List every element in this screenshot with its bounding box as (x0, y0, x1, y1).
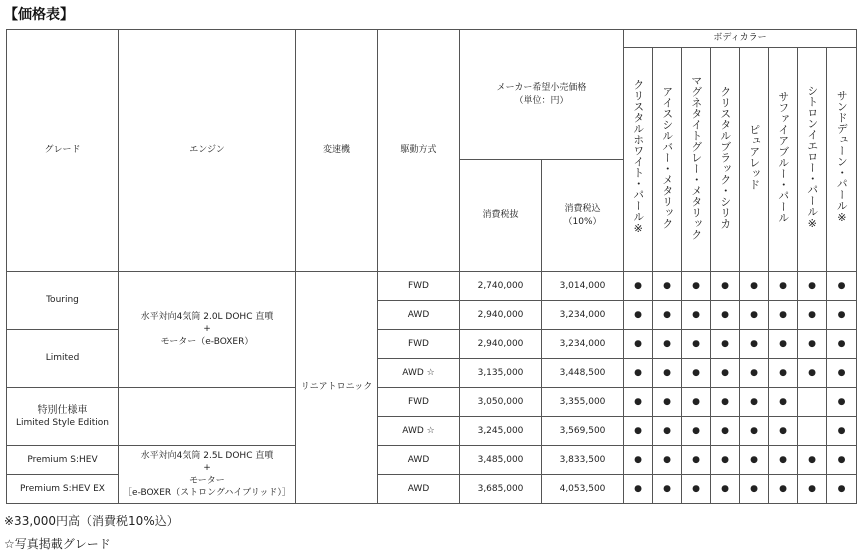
grade-touring: Touring (7, 272, 119, 330)
color-dot: ● (682, 417, 711, 446)
color-dot: ● (682, 330, 711, 359)
color-header-3 (682, 48, 711, 272)
grade-premium-shev-ex: Premium S:HEV EX (7, 475, 119, 504)
engine-line: モーター（e-BOXER） (160, 336, 254, 347)
color-dot: ● (682, 388, 711, 417)
price-excl-cell: 3,685,000 (460, 475, 542, 504)
price-excl-cell: 3,485,000 (460, 446, 542, 475)
color-dot: ● (682, 475, 711, 504)
color-dot: ● (711, 388, 740, 417)
color-dot: ● (624, 272, 653, 301)
color-dot: ● (682, 359, 711, 388)
engine-line: ［e-BOXER（ストロングハイブリッド）］ (123, 487, 291, 498)
color-dot: ● (653, 330, 682, 359)
color-dot: ● (711, 272, 740, 301)
header-drive: 駆動方式 (378, 30, 460, 272)
color-dot: ● (711, 301, 740, 330)
color-header-7 (798, 48, 827, 272)
transmission-value: リニアトロニック (296, 272, 378, 504)
color-dot: ● (653, 359, 682, 388)
color-header-2 (653, 48, 682, 272)
table-row (7, 446, 857, 475)
color-dot: ● (769, 301, 798, 330)
header-price-unit: （単位：円） (514, 95, 569, 106)
header-transmission: 変速機 (296, 30, 378, 272)
price-incl-cell: 3,569,500 (542, 417, 624, 446)
color-header-6 (769, 48, 798, 272)
table-row (7, 388, 857, 417)
price-table (6, 29, 857, 504)
header-price-incl-rate: （10%） (563, 216, 602, 227)
color-dot: ● (624, 475, 653, 504)
price-incl-cell: 3,355,000 (542, 388, 624, 417)
drive-cell: FWD (378, 330, 460, 359)
grade-limited: Limited (7, 330, 119, 388)
color-dot: ● (769, 359, 798, 388)
color-dot: ● (769, 272, 798, 301)
color-dot: ● (740, 330, 769, 359)
color-dot: ● (653, 272, 682, 301)
color-dot: ● (769, 417, 798, 446)
grade-special-label: 特別仕様車 (37, 404, 88, 416)
price-incl-cell: 3,234,000 (542, 330, 624, 359)
price-excl-cell: 2,940,000 (460, 301, 542, 330)
table-row (7, 417, 857, 446)
header-grade: グレード (7, 30, 119, 272)
header-price (460, 30, 624, 160)
color-dot: ● (682, 446, 711, 475)
grade-limited-style-edition (7, 388, 119, 446)
note-photo-grade: ☆写真掲載グレード (4, 537, 111, 551)
engine-blank (119, 417, 296, 446)
color-name: アイスシルバー・メタリック (660, 85, 674, 229)
price-excl-cell: 3,050,000 (460, 388, 542, 417)
color-name: サンドデューン・パール※ (835, 90, 849, 225)
engine-line: モーター (189, 475, 225, 486)
color-dot: ● (653, 388, 682, 417)
color-dot: ● (624, 446, 653, 475)
color-dot: ● (740, 475, 769, 504)
color-dot: ● (624, 301, 653, 330)
color-dot: ● (682, 301, 711, 330)
color-dot: ● (827, 301, 857, 330)
color-name: シトロンイエロー・パール※ (805, 84, 819, 230)
price-excl-cell: 3,135,000 (460, 359, 542, 388)
color-dot: ● (827, 359, 857, 388)
engine-blank (119, 388, 296, 417)
price-incl-cell: 3,234,000 (542, 301, 624, 330)
drive-cell: FWD (378, 388, 460, 417)
color-header-4 (711, 48, 740, 272)
color-dot: ● (740, 301, 769, 330)
header-price-excl: 消費税抜 (460, 160, 542, 272)
page-title: 【価格表】 (4, 7, 74, 23)
color-dot: ● (624, 417, 653, 446)
color-dot: ● (798, 446, 827, 475)
color-dot: ● (740, 388, 769, 417)
color-dot: ● (653, 301, 682, 330)
color-dot: ● (798, 272, 827, 301)
drive-cell: AWD (378, 475, 460, 504)
note-price-surcharge: ※33,000円高（消費税10%込） (4, 514, 179, 528)
color-dot: ● (827, 330, 857, 359)
color-dot: ● (827, 417, 857, 446)
engine-plus: + (203, 324, 211, 335)
color-name: サファイアブルー・パール (776, 91, 790, 224)
color-dot: ● (827, 446, 857, 475)
color-dot: ● (711, 330, 740, 359)
price-incl-cell: 3,448,500 (542, 359, 624, 388)
drive-cell: AWD ☆ (378, 359, 460, 388)
color-header-8 (827, 48, 857, 272)
color-name: クリスタルホワイト・パール※ (631, 79, 645, 236)
color-name: ピュアレッド (747, 124, 761, 191)
price-excl-cell: 2,740,000 (460, 272, 542, 301)
color-dot: ● (798, 301, 827, 330)
header-body-color: ボディカラー (624, 30, 857, 48)
color-dot: ● (769, 330, 798, 359)
header-price-label: メーカー希望小売価格 (496, 83, 587, 94)
color-header-1 (624, 48, 653, 272)
table-row (7, 272, 857, 301)
color-dot: ● (740, 417, 769, 446)
color-dot: ● (827, 388, 857, 417)
color-dot: ● (653, 417, 682, 446)
color-dot: ● (624, 330, 653, 359)
color-dot: ● (798, 359, 827, 388)
engine-plus: + (203, 463, 211, 474)
color-dot: ● (827, 272, 857, 301)
color-dot: ● (711, 446, 740, 475)
price-incl-cell: 4,053,500 (542, 475, 624, 504)
color-dot: ● (711, 417, 740, 446)
color-dot: ● (653, 446, 682, 475)
price-incl-cell: 3,833,500 (542, 446, 624, 475)
color-dot: ● (624, 388, 653, 417)
color-dot: ● (769, 475, 798, 504)
color-dot: ● (769, 446, 798, 475)
color-dot: ● (827, 475, 857, 504)
color-dot: ● (798, 330, 827, 359)
grade-premium-shev: Premium S:HEV (7, 446, 119, 475)
color-dot: ● (740, 446, 769, 475)
color-name: クリスタルブラック・シリカ (718, 85, 732, 229)
drive-cell: AWD (378, 446, 460, 475)
color-dot (798, 417, 827, 446)
color-dot: ● (711, 475, 740, 504)
color-dot: ● (682, 272, 711, 301)
color-dot: ● (740, 272, 769, 301)
price-excl-cell: 2,940,000 (460, 330, 542, 359)
header-price-incl-label: 消費税込 (564, 204, 601, 215)
header-engine: エンジン (119, 30, 296, 272)
color-dot: ● (769, 388, 798, 417)
drive-cell: AWD (378, 301, 460, 330)
price-excl-cell: 3,245,000 (460, 417, 542, 446)
grade-special-name: Limited Style Edition (15, 418, 110, 429)
color-dot: ● (740, 359, 769, 388)
engine-2-5l (119, 446, 296, 504)
engine-2-0l (119, 272, 296, 388)
drive-cell: AWD ☆ (378, 417, 460, 446)
drive-cell: FWD (378, 272, 460, 301)
price-incl-cell: 3,014,000 (542, 272, 624, 301)
color-dot: ● (624, 359, 653, 388)
color-name: マグネタイトグレー・メタリック (689, 74, 703, 240)
color-dot: ● (711, 359, 740, 388)
header-price-incl (542, 160, 624, 272)
engine-line: 水平対向4気筒 2.5L DOHC 直噴 (140, 451, 274, 462)
engine-line: 水平対向4気筒 2.0L DOHC 直噴 (140, 312, 274, 323)
color-header-5 (740, 48, 769, 272)
color-dot: ● (653, 475, 682, 504)
color-dot: ● (798, 475, 827, 504)
color-dot (798, 388, 827, 417)
